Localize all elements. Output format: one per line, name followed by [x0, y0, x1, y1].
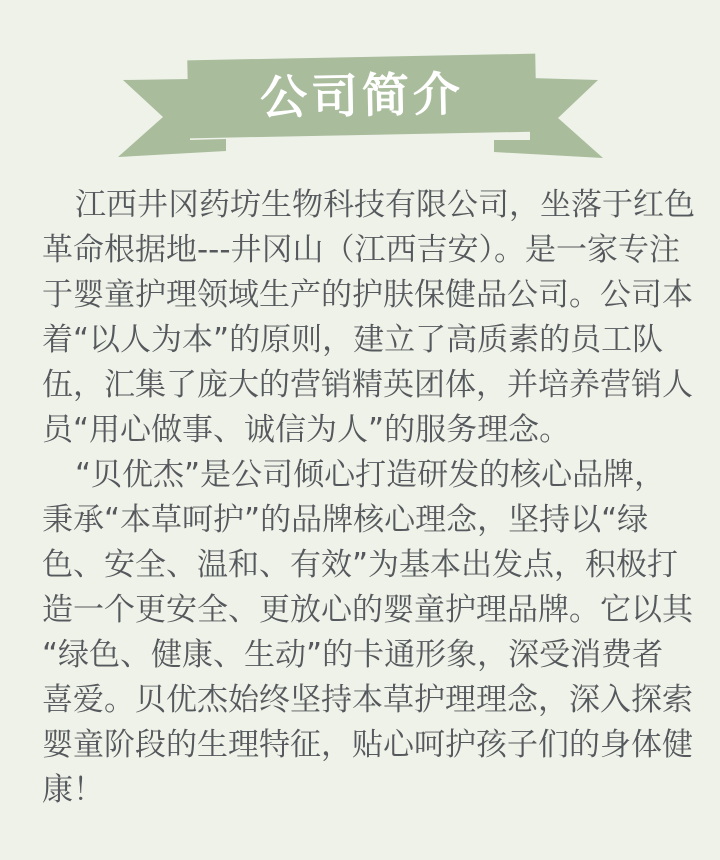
- text-line: 员“用心做事、诚信为人”的服务理念。: [42, 412, 571, 448]
- section-title: 公司简介: [259, 66, 465, 126]
- text-line: “绿色、健康、生动”的卡通形象，深受消费者: [42, 637, 664, 673]
- text-line: 婴童阶段的生理特征，贴心呵护孩子们的身体健: [42, 727, 693, 763]
- text-line: 革命根据地---井冈山（江西吉安）。是一家专注: [42, 232, 681, 268]
- ribbon-center: [187, 54, 536, 139]
- body-text: [42, 183, 702, 813]
- ribbon-banner: [0, 0, 720, 175]
- paragraph-2: [42, 453, 702, 813]
- text-line: 色、安全、温和、有效”为基本出发点，积极打: [42, 547, 679, 583]
- text-line: 造一个更安全、更放心的婴童护理品牌。它以其: [42, 592, 693, 628]
- text-line: 于婴童护理领域生产的护肤保健品公司。公司本: [42, 277, 693, 313]
- text-line: “贝优杰”是公司倾心打造研发的核心品牌，: [75, 457, 666, 493]
- text-line: 着“以人为本”的原则，建立了高质素的员工队: [42, 322, 664, 358]
- paragraph-1: [42, 183, 702, 453]
- text-line: 康！: [42, 772, 104, 808]
- text-line: 秉承“本草呵护”的品牌核心理念，坚持以“绿: [42, 502, 649, 538]
- text-line: 江西井冈药坊生物科技有限公司，坐落于红色: [75, 187, 695, 223]
- text-line: 喜爱。贝优杰始终坚持本草护理理念，深入探索: [42, 682, 693, 718]
- text-line: 伍，汇集了庞大的营销精英团体，并培养营销人: [42, 367, 693, 403]
